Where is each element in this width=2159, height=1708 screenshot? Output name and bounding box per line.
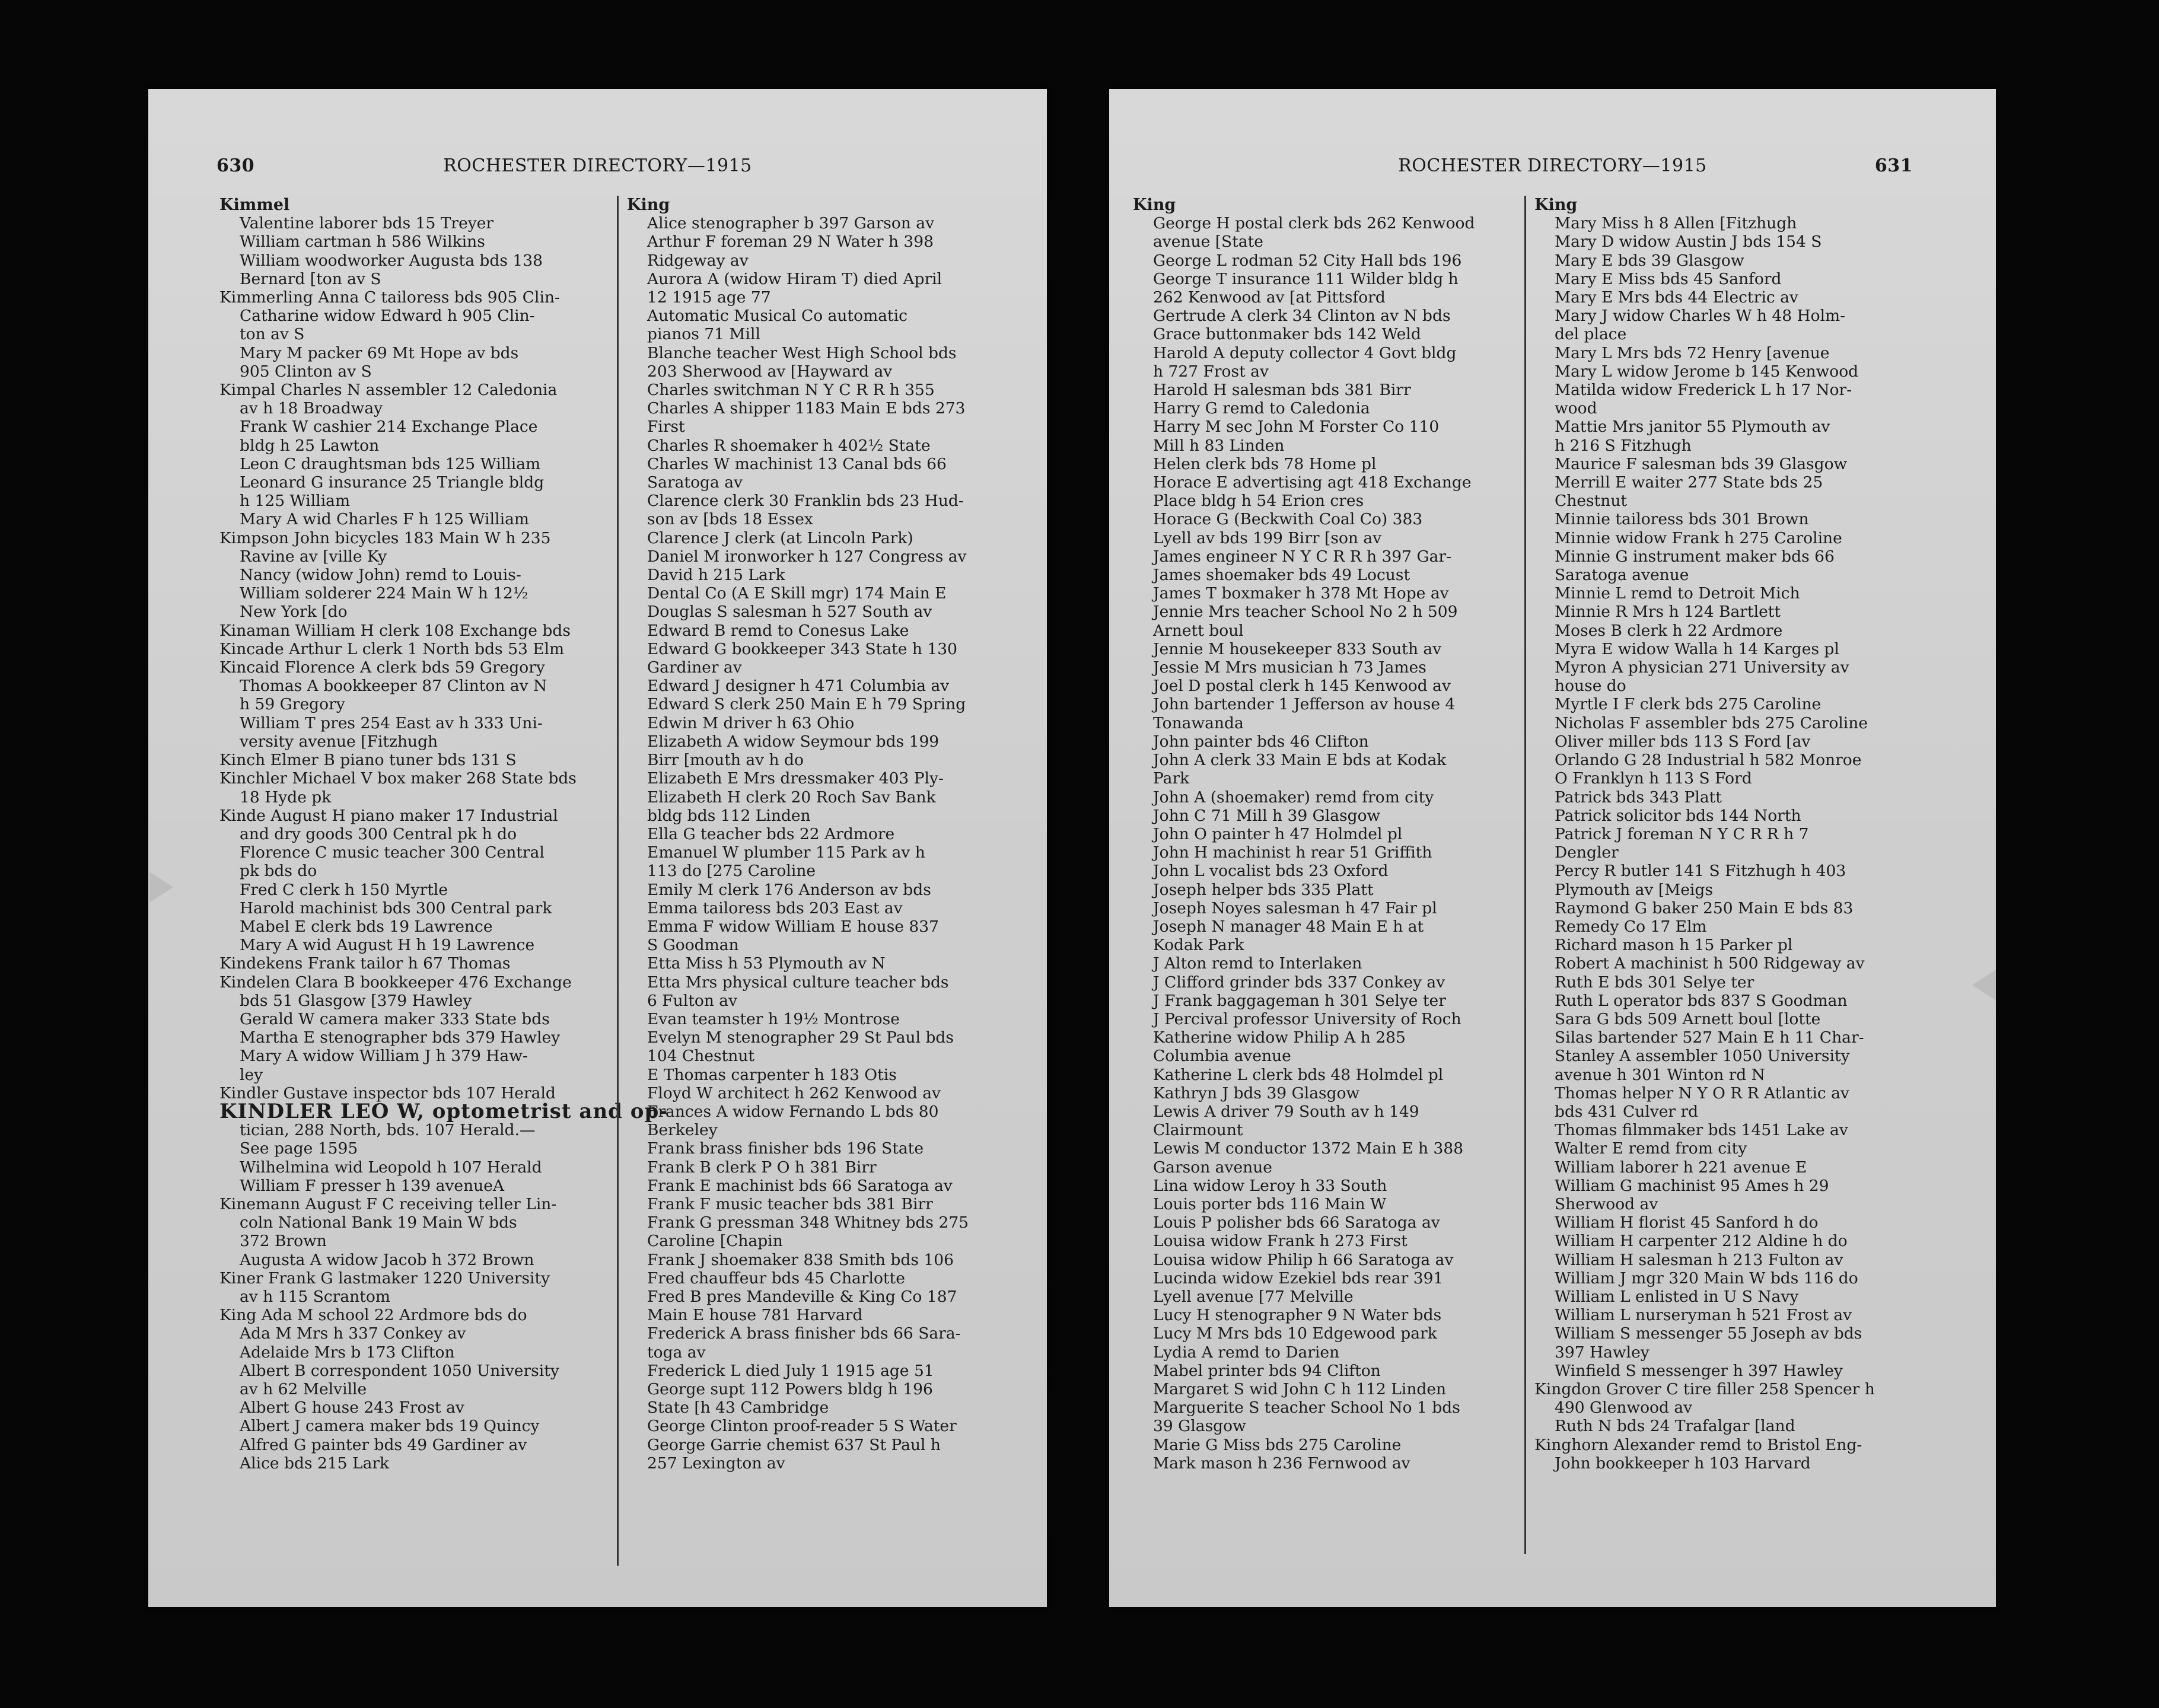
directory-line: Elizabeth E Mrs dressmaker 403 Ply- bbox=[647, 769, 944, 788]
directory-line: Thomas A bookkeeper 87 Clinton av N bbox=[240, 677, 547, 696]
directory-line: James T boxmaker h 378 Mt Hope av bbox=[1153, 584, 1449, 603]
directory-line: Winfield S messenger h 397 Hawley bbox=[1555, 1361, 1843, 1380]
directory-line: Mary Miss h 8 Allen [Fitzhugh bbox=[1555, 214, 1797, 233]
directory-line: John bookkeeper h 103 Harvard bbox=[1555, 1454, 1811, 1473]
directory-line: Adelaide Mrs b 173 Clifton bbox=[240, 1343, 455, 1362]
directory-line: Ruth N bds 24 Trafalgar [land bbox=[1555, 1417, 1795, 1436]
directory-line: Kinaman William H clerk 108 Exchange bds bbox=[219, 621, 571, 640]
directory-line: 6 Fulton av bbox=[647, 991, 738, 1010]
directory-line: Patrick bds 343 Platt bbox=[1555, 788, 1722, 807]
directory-line: Remedy Co 17 Elm bbox=[1555, 917, 1707, 936]
directory-line: av h 62 Melville bbox=[240, 1380, 367, 1398]
directory-line: Charles switchman N Y C R R h 355 bbox=[647, 381, 935, 400]
directory-line: Frank W cashier 214 Exchange Place bbox=[240, 418, 538, 436]
directory-line: William H florist 45 Sanford h do bbox=[1555, 1213, 1819, 1232]
directory-line: John C 71 Mill h 39 Glasgow bbox=[1153, 806, 1381, 825]
directory-line: Myron A physician 271 University av bbox=[1555, 658, 1849, 677]
directory-line: Arthur F foreman 29 N Water h 398 bbox=[647, 232, 934, 251]
directory-line: 262 Kenwood av [at Pittsford bbox=[1153, 288, 1386, 307]
directory-line: Harry M sec John M Forster Co 110 bbox=[1153, 418, 1440, 436]
directory-line: Birr [mouth av h do bbox=[647, 751, 804, 770]
directory-line: son av [bds 18 Essex bbox=[647, 510, 813, 529]
page-number: 630 bbox=[216, 155, 255, 176]
directory-line: wood bbox=[1555, 399, 1597, 418]
directory-line: Evan teamster h 19½ Montrose bbox=[647, 1009, 900, 1028]
directory-line: Kinghorn Alexander remd to Bristol Eng- bbox=[1534, 1435, 1862, 1454]
directory-line: Emily M clerk 176 Anderson av bds bbox=[647, 880, 931, 899]
directory-line: h 125 William bbox=[240, 492, 351, 511]
directory-line: Frank E machinist bds 66 Saratoga av bbox=[647, 1176, 953, 1195]
directory-line: toga av bbox=[647, 1343, 706, 1362]
directory-line: Alice stenographer b 397 Garson av bbox=[647, 214, 935, 233]
directory-line: Percy R butler 141 S Fitzhugh h 403 bbox=[1555, 862, 1846, 881]
directory-line: Dental Co (A E Skill mgr) 174 Main E bbox=[647, 584, 947, 603]
directory-line: Kindler Gustave inspector bds 107 Herald bbox=[219, 1084, 556, 1102]
directory-line: Ridgeway av bbox=[647, 251, 749, 270]
directory-line: Robert A machinist h 500 Ridgeway av bbox=[1555, 954, 1865, 973]
directory-line: Frank G pressman 348 Whitney bds 275 bbox=[647, 1213, 969, 1232]
directory-line: Harold machinist bds 300 Central park bbox=[240, 898, 552, 917]
directory-line: Jennie Mrs teacher School No 2 h 509 bbox=[1153, 603, 1458, 622]
directory-line: Catharine widow Edward h 905 Clin- bbox=[240, 307, 535, 326]
directory-line: Plymouth av [Meigs bbox=[1555, 880, 1713, 899]
directory-line: Nancy (widow John) remd to Louis- bbox=[240, 566, 521, 585]
directory-line: Fred B pres Mandeville & King Co 187 bbox=[647, 1287, 957, 1306]
directory-line: Kinemann August F C receiving teller Lin- bbox=[219, 1194, 557, 1213]
directory-line: versity avenue [Fitzhugh bbox=[240, 732, 438, 751]
directory-line: Gertrude A clerk 34 Clinton av N bds bbox=[1153, 307, 1451, 326]
directory-line: Silas bartender 527 Main E h 11 Char- bbox=[1555, 1028, 1864, 1047]
directory-line: 104 Chestnut bbox=[647, 1047, 755, 1066]
directory-line: Frederick L died July 1 1915 age 51 bbox=[647, 1361, 934, 1380]
directory-line: Mary E Miss bds 45 Sanford bbox=[1555, 269, 1782, 288]
directory-line: Myrtle I F clerk bds 275 Caroline bbox=[1555, 695, 1822, 714]
directory-line: avenue h 301 Winton rd N bbox=[1555, 1065, 1765, 1084]
directory-line: ley bbox=[240, 1065, 263, 1084]
directory-line: h 216 S Fitzhugh bbox=[1555, 436, 1692, 455]
directory-line: James shoemaker bds 49 Locust bbox=[1153, 566, 1410, 585]
directory-line: Harry G remd to Caledonia bbox=[1153, 399, 1370, 418]
directory-line: Thomas filmmaker bds 1451 Lake av bbox=[1555, 1121, 1848, 1140]
directory-line: Lucy H stenographer 9 N Water bds bbox=[1153, 1306, 1442, 1325]
directory-line: Minnie R Mrs h 124 Bartlett bbox=[1555, 603, 1781, 622]
directory-line: Ella G teacher bds 22 Ardmore bbox=[647, 824, 895, 843]
directory-line: 372 Brown bbox=[240, 1232, 327, 1251]
directory-line: J Alton remd to Interlaken bbox=[1153, 954, 1362, 973]
directory-line: av h 115 Scrantom bbox=[240, 1287, 390, 1306]
directory-line: coln National Bank 19 Main W bds bbox=[240, 1213, 517, 1232]
directory-line: Etta Miss h 53 Plymouth av N bbox=[647, 954, 886, 973]
page-number: 631 bbox=[1874, 155, 1913, 176]
directory-line: bds 431 Culver rd bbox=[1555, 1102, 1699, 1121]
directory-line: See page 1595 bbox=[240, 1139, 358, 1158]
directory-line: Myra E widow Walla h 14 Karges pl bbox=[1555, 639, 1839, 658]
directory-line: Kinch Elmer B piano tuner bds 131 S bbox=[219, 751, 517, 770]
directory-line: del place bbox=[1555, 325, 1627, 344]
directory-line: Etta Mrs physical culture teacher bds bbox=[647, 973, 949, 992]
directory-line: Alice bds 215 Lark bbox=[240, 1454, 390, 1473]
directory-line: Martha E stenographer bds 379 Hawley bbox=[240, 1028, 561, 1047]
directory-line: Bernard [ton av S bbox=[240, 269, 381, 288]
directory-line: John A clerk 33 Main E bds at Kodak bbox=[1153, 751, 1447, 770]
directory-line: George Garrie chemist 637 St Paul h bbox=[647, 1435, 941, 1454]
directory-line: John L vocalist bds 23 Oxford bbox=[1153, 862, 1389, 881]
directory-line: Nicholas F assembler bds 275 Caroline bbox=[1555, 713, 1868, 732]
directory-line: Tonawanda bbox=[1153, 713, 1244, 732]
directory-line: Joseph helper bds 335 Platt bbox=[1153, 880, 1374, 899]
directory-line: pk bds do bbox=[240, 862, 317, 881]
directory-line: Chestnut bbox=[1555, 492, 1628, 511]
directory-line: 203 Sherwood av [Hayward av bbox=[647, 362, 893, 381]
left-page bbox=[148, 89, 1047, 1607]
directory-line: Joseph Noyes salesman h 47 Fair pl bbox=[1153, 898, 1437, 917]
directory-line: William L nurseryman h 521 Frost av bbox=[1555, 1306, 1852, 1325]
directory-line: Kimpson John bicycles 183 Main W h 235 bbox=[219, 528, 551, 547]
directory-line: Kimpal Charles N assembler 12 Caledonia bbox=[219, 381, 558, 400]
directory-line: Maurice F salesman bds 39 Glasgow bbox=[1555, 454, 1848, 473]
directory-line: 18 Hyde pk bbox=[240, 788, 332, 807]
directory-line: Kindekens Frank tailor h 67 Thomas bbox=[219, 954, 511, 973]
directory-line: William solderer 224 Main W h 12½ bbox=[240, 584, 528, 603]
directory-line: Frank brass finisher bds 196 State bbox=[647, 1139, 924, 1158]
directory-line: Edward G bookkeeper 343 State h 130 bbox=[647, 639, 957, 658]
directory-line: Minnie L remd to Detroit Mich bbox=[1555, 584, 1800, 603]
directory-line: Automatic Musical Co automatic bbox=[647, 307, 907, 326]
directory-line: William cartman h 586 Wilkins bbox=[240, 232, 485, 251]
directory-line: avenue [State bbox=[1153, 232, 1263, 251]
directory-line: Edward S clerk 250 Main E h 79 Spring bbox=[647, 695, 966, 714]
directory-line: Park bbox=[1153, 769, 1190, 788]
directory-line: Horace E advertising agt 418 Exchange bbox=[1153, 473, 1472, 492]
directory-line: Clarence clerk 30 Franklin bds 23 Hud- bbox=[647, 492, 964, 511]
column-right-1 bbox=[1133, 196, 1501, 1473]
section-heading: King bbox=[1534, 196, 1578, 214]
directory-line: Albert B correspondent 1050 University bbox=[240, 1361, 559, 1380]
directory-line: John O painter h 47 Holmdel pl bbox=[1153, 824, 1403, 843]
directory-line: Leon C draughtsman bds 125 William bbox=[240, 454, 541, 473]
directory-line: J Frank baggageman h 301 Selye ter bbox=[1153, 991, 1446, 1010]
directory-line: Ruth E bds 301 Selye ter bbox=[1555, 973, 1754, 992]
directory-line: Kathryn J bds 39 Glasgow bbox=[1153, 1084, 1360, 1102]
page-tab-marker bbox=[149, 872, 173, 903]
directory-line: Evelyn M stenographer 29 St Paul bds bbox=[647, 1028, 954, 1047]
directory-line: First bbox=[647, 418, 685, 436]
directory-line: Harold H salesman bds 381 Birr bbox=[1153, 381, 1411, 400]
directory-line: George H postal clerk bds 262 Kenwood bbox=[1153, 214, 1475, 233]
directory-line: Lina widow Leroy h 33 South bbox=[1153, 1176, 1387, 1195]
directory-line: Daniel M ironworker h 127 Congress av bbox=[647, 547, 967, 566]
directory-line: William H salesman h 213 Fulton av bbox=[1555, 1250, 1843, 1269]
directory-line: Alfred G painter bds 49 Gardiner av bbox=[240, 1435, 527, 1454]
directory-line: Florence C music teacher 300 Central bbox=[240, 843, 544, 862]
directory-line: Berkeley bbox=[647, 1121, 718, 1140]
directory-line: William S messenger 55 Joseph av bds bbox=[1555, 1324, 1862, 1343]
directory-line: Raymond G baker 250 Main E bds 83 bbox=[1555, 898, 1854, 917]
directory-line: William G machinist 95 Ames h 29 bbox=[1555, 1176, 1829, 1195]
directory-line: Lucinda widow Ezekiel bds rear 391 bbox=[1153, 1269, 1444, 1288]
directory-line: bds 51 Glasgow [379 Hawley bbox=[240, 991, 472, 1010]
directory-line: Mary D widow Austin J bds 154 S bbox=[1555, 232, 1822, 251]
directory-line: Louisa widow Philip h 66 Saratoga av bbox=[1153, 1250, 1454, 1269]
directory-line: Grace buttonmaker bds 142 Weld bbox=[1153, 325, 1421, 344]
directory-line: Valentine laborer bds 15 Treyer bbox=[240, 214, 494, 233]
directory-line: house do bbox=[1555, 677, 1626, 696]
directory-line: Emanuel W plumber 115 Park av h bbox=[647, 843, 925, 862]
directory-line: KINDLER LEO W, optometrist and op- bbox=[219, 1099, 668, 1123]
directory-line: John A (shoemaker) remd from city bbox=[1153, 788, 1434, 807]
directory-line: Margaret S wid John C h 112 Linden bbox=[1153, 1380, 1447, 1398]
directory-line: pianos 71 Mill bbox=[647, 325, 760, 344]
directory-line: Walter E remd from city bbox=[1555, 1139, 1747, 1158]
directory-line: New York [do bbox=[240, 603, 348, 622]
directory-line: Stanley A assembler 1050 University bbox=[1555, 1047, 1850, 1066]
directory-line: Garson avenue bbox=[1153, 1158, 1272, 1177]
directory-line: George T insurance 111 Wilder bldg h bbox=[1153, 269, 1459, 288]
directory-line: Louisa widow Frank h 273 First bbox=[1153, 1232, 1408, 1251]
directory-line: James engineer N Y C R R h 397 Gar- bbox=[1153, 547, 1452, 566]
section-heading: Kimmel bbox=[219, 196, 290, 214]
directory-line: Mark mason h 236 Fernwood av bbox=[1153, 1454, 1410, 1473]
directory-line: 490 Glenwood av bbox=[1555, 1398, 1693, 1417]
directory-line: Marguerite S teacher School No 1 bds bbox=[1153, 1398, 1460, 1417]
directory-line: William T pres 254 East av h 333 Uni- bbox=[240, 713, 543, 732]
page-title: ROCHESTER DIRECTORY—1915 bbox=[1398, 155, 1707, 176]
directory-line: State [h 43 Cambridge bbox=[647, 1398, 829, 1417]
directory-line: Elizabeth A widow Seymour bds 199 bbox=[647, 732, 940, 751]
directory-line: Kinde August H piano maker 17 Industrial bbox=[219, 806, 558, 825]
directory-line: Emma tailoress bds 203 East av bbox=[647, 898, 903, 917]
directory-line: Charles A shipper 1183 Main E bds 273 bbox=[647, 399, 966, 418]
directory-line: Frank F music teacher bds 381 Birr bbox=[647, 1194, 933, 1213]
directory-line: Helen clerk bds 78 Home pl bbox=[1153, 454, 1377, 473]
directory-line: Mary A wid August H h 19 Lawrence bbox=[240, 936, 535, 955]
directory-line: Caroline [Chapin bbox=[647, 1232, 783, 1251]
directory-line: Place bldg h 54 Erion cres bbox=[1153, 492, 1364, 511]
directory-line: Katherine L clerk bds 48 Holmdel pl bbox=[1153, 1065, 1444, 1084]
directory-line: Kincaid Florence A clerk bds 59 Gregory bbox=[219, 658, 545, 677]
directory-line: 12 1915 age 77 bbox=[647, 288, 771, 307]
directory-line: Matilda widow Frederick L h 17 Nor- bbox=[1555, 381, 1852, 400]
directory-line: Ravine av [ville Ky bbox=[240, 547, 387, 566]
directory-line: King Ada M school 22 Ardmore bds do bbox=[219, 1306, 527, 1325]
directory-line: Mary A widow William J h 379 Haw- bbox=[240, 1047, 528, 1066]
directory-line: William laborer h 221 avenue E bbox=[1555, 1158, 1807, 1177]
directory-line: 113 do [275 Caroline bbox=[647, 862, 816, 881]
directory-line: Lewis A driver 79 South av h 149 bbox=[1153, 1102, 1419, 1121]
directory-line: Mary M packer 69 Mt Hope av bds bbox=[240, 343, 519, 362]
directory-line: Mattie Mrs janitor 55 Plymouth av bbox=[1555, 418, 1830, 436]
directory-line: h 59 Gregory bbox=[240, 695, 345, 714]
directory-line: J Clifford grinder bds 337 Conkey av bbox=[1153, 973, 1445, 992]
directory-line: Harold A deputy collector 4 Govt bldg bbox=[1153, 343, 1457, 362]
directory-line: George supt 112 Powers bldg h 196 bbox=[647, 1380, 933, 1398]
directory-line: Saratoga avenue bbox=[1555, 566, 1689, 585]
directory-line: Joel D postal clerk h 145 Kenwood av bbox=[1153, 677, 1451, 696]
directory-line: Frederick A brass finisher bds 66 Sara- bbox=[647, 1324, 961, 1343]
directory-line: Orlando G 28 Industrial h 582 Monroe bbox=[1555, 751, 1862, 770]
directory-line: E Thomas carpenter h 183 Otis bbox=[647, 1065, 897, 1084]
column-right-2 bbox=[1524, 196, 1914, 1554]
directory-line: George L rodman 52 City Hall bds 196 bbox=[1153, 251, 1462, 270]
directory-line: Clairmount bbox=[1153, 1121, 1243, 1140]
directory-line: Albert G house 243 Frost av bbox=[240, 1398, 464, 1417]
directory-line: Ruth L operator bds 837 S Goodman bbox=[1555, 991, 1848, 1010]
directory-line: Lucy M Mrs bds 10 Edgewood park bbox=[1153, 1324, 1437, 1343]
directory-line: Jennie M housekeeper 833 South av bbox=[1153, 639, 1442, 658]
directory-line: Edward J designer h 471 Columbia av bbox=[647, 677, 950, 696]
directory-line: Kingdon Grover C tire filler 258 Spencer h bbox=[1534, 1380, 1875, 1398]
directory-line: Edwin M driver h 63 Ohio bbox=[647, 713, 855, 732]
directory-line: Arnett boul bbox=[1153, 621, 1244, 640]
directory-line: Lewis M conductor 1372 Main E h 388 bbox=[1153, 1139, 1464, 1158]
page-header bbox=[1109, 155, 1996, 179]
directory-line: Jessie M Mrs musician h 73 James bbox=[1153, 658, 1426, 677]
directory-line: Wilhelmina wid Leopold h 107 Herald bbox=[240, 1158, 542, 1177]
directory-line: Mary J widow Charles W h 48 Holm- bbox=[1555, 307, 1846, 326]
directory-line: William woodworker Augusta bds 138 bbox=[240, 251, 543, 270]
directory-line: Frances A widow Fernando L bds 80 bbox=[647, 1102, 939, 1121]
directory-line: William H carpenter 212 Aldine h do bbox=[1555, 1232, 1848, 1251]
directory-line: Floyd W architect h 262 Kenwood av bbox=[647, 1084, 941, 1102]
directory-line: John bartender 1 Jefferson av house 4 bbox=[1153, 695, 1456, 714]
directory-line: Gardiner av bbox=[647, 658, 742, 677]
directory-line: Dengler bbox=[1555, 843, 1619, 862]
directory-line: Mill h 83 Linden bbox=[1153, 436, 1285, 455]
directory-line: Moses B clerk h 22 Ardmore bbox=[1555, 621, 1783, 640]
section-heading: King bbox=[1133, 196, 1176, 214]
directory-line: Mary A wid Charles F h 125 William bbox=[240, 510, 529, 529]
directory-line: Augusta A widow Jacob h 372 Brown bbox=[240, 1250, 534, 1269]
directory-line: Minnie G instrument maker bds 66 bbox=[1555, 547, 1835, 566]
directory-line: Mary L widow Jerome b 145 Kenwood bbox=[1555, 362, 1859, 381]
directory-line: Mary E bds 39 Glasgow bbox=[1555, 251, 1744, 270]
directory-line: bldg h 25 Lawton bbox=[240, 436, 380, 455]
directory-line: William J mgr 320 Main W bds 116 do bbox=[1555, 1269, 1858, 1288]
directory-line: Horace G (Beckwith Coal Co) 383 bbox=[1153, 510, 1423, 529]
directory-line: Blanche teacher West High School bds bbox=[647, 343, 957, 362]
directory-line: Louis porter bds 116 Main W bbox=[1153, 1194, 1387, 1213]
directory-line: Merrill E waiter 277 State bds 25 bbox=[1555, 473, 1823, 492]
directory-line: and dry goods 300 Central pk h do bbox=[240, 824, 517, 843]
directory-line: Columbia avenue bbox=[1153, 1047, 1291, 1066]
directory-line: Charles R shoemaker h 402½ State bbox=[647, 436, 931, 455]
directory-line: av h 18 Broadway bbox=[240, 399, 383, 418]
directory-line: William F presser h 139 avenueA bbox=[240, 1176, 505, 1195]
page-header bbox=[148, 155, 1047, 179]
directory-line: Emma F widow William E house 837 bbox=[647, 917, 939, 936]
directory-line: Kimmerling Anna C tailoress bds 905 Clin- bbox=[219, 288, 561, 307]
right-page bbox=[1109, 89, 1996, 1607]
directory-line: O Franklyn h 113 S Ford bbox=[1555, 769, 1752, 788]
directory-line: bldg bds 112 Linden bbox=[647, 806, 811, 825]
directory-line: 397 Hawley bbox=[1555, 1343, 1649, 1362]
page-tab-marker bbox=[1972, 970, 1996, 1000]
directory-line: Fred chauffeur bds 45 Charlotte bbox=[647, 1269, 905, 1288]
directory-line: Frank J shoemaker 838 Smith bds 106 bbox=[647, 1250, 954, 1269]
directory-line: Kincade Arthur L clerk 1 North bds 53 Elm bbox=[219, 639, 565, 658]
directory-line: 257 Lexington av bbox=[647, 1454, 785, 1473]
directory-line: Mabel printer bds 94 Clifton bbox=[1153, 1361, 1381, 1380]
column-left-2 bbox=[617, 196, 1007, 1566]
directory-line: Patrick solicitor bds 144 North bbox=[1555, 806, 1801, 825]
directory-line: Mary E Mrs bds 44 Electric av bbox=[1555, 288, 1798, 307]
directory-line: Clarence J clerk (at Lincoln Park) bbox=[647, 528, 913, 547]
directory-line: S Goodman bbox=[647, 936, 739, 955]
directory-line: Marie G Miss bds 275 Caroline bbox=[1153, 1435, 1402, 1454]
directory-line: Saratoga av bbox=[647, 473, 743, 492]
directory-line: Leonard G insurance 25 Triangle bldg bbox=[240, 473, 544, 492]
directory-line: Kiner Frank G lastmaker 1220 University bbox=[219, 1269, 550, 1288]
directory-line: Sherwood av bbox=[1555, 1194, 1658, 1213]
directory-line: Edward B remd to Conesus Lake bbox=[647, 621, 909, 640]
directory-line: Mabel E clerk bds 19 Lawrence bbox=[240, 917, 493, 936]
directory-line: Charles W machinist 13 Canal bds 66 bbox=[647, 454, 947, 473]
directory-line: William L enlisted in U S Navy bbox=[1555, 1287, 1799, 1306]
directory-line: Oliver miller bds 113 S Ford [av bbox=[1555, 732, 1811, 751]
directory-line: Kindelen Clara B bookkeeper 476 Exchange bbox=[219, 973, 572, 992]
directory-line: Mary L Mrs bds 72 Henry [avenue bbox=[1555, 343, 1830, 362]
directory-line: Ada M Mrs h 337 Conkey av bbox=[240, 1324, 466, 1343]
directory-line: Lydia A remd to Darien bbox=[1153, 1343, 1340, 1362]
directory-line: Sara G bds 509 Arnett boul [lotte bbox=[1555, 1009, 1821, 1028]
directory-line: tician, 288 North, bds. 107 Herald.— bbox=[240, 1121, 536, 1140]
directory-line: Lyell av bds 199 Birr [son av bbox=[1153, 528, 1382, 547]
directory-line: Frank B clerk P O h 381 Birr bbox=[647, 1158, 877, 1177]
directory-line: John H machinist h rear 51 Griffith bbox=[1153, 843, 1432, 862]
directory-line: Fred C clerk h 150 Myrtle bbox=[240, 880, 448, 899]
directory-line: Kodak Park bbox=[1153, 936, 1244, 955]
directory-line: Kinchler Michael V box maker 268 State bds bbox=[219, 769, 577, 788]
directory-line: George Clinton proof-reader 5 S Water bbox=[647, 1417, 957, 1436]
directory-line: Minnie widow Frank h 275 Caroline bbox=[1555, 528, 1842, 547]
directory-line: David h 215 Lark bbox=[647, 566, 785, 585]
directory-line: J Percival professor University of Roch bbox=[1153, 1009, 1461, 1028]
directory-line: Patrick J foreman N Y C R R h 7 bbox=[1555, 824, 1809, 843]
directory-line: Lyell avenue [77 Melville bbox=[1153, 1287, 1354, 1306]
directory-line: ton av S bbox=[240, 325, 305, 344]
directory-line: Gerald W camera maker 333 State bds bbox=[240, 1009, 550, 1028]
directory-line: Minnie tailoress bds 301 Brown bbox=[1555, 510, 1809, 529]
directory-line: Elizabeth H clerk 20 Roch Sav Bank bbox=[647, 788, 936, 807]
directory-line: Katherine widow Philip A h 285 bbox=[1153, 1028, 1406, 1047]
directory-line: Albert J camera maker bds 19 Quincy bbox=[240, 1417, 540, 1436]
directory-line: John painter bds 46 Clifton bbox=[1153, 732, 1369, 751]
directory-line: h 727 Frost av bbox=[1153, 362, 1269, 381]
directory-line: Richard mason h 15 Parker pl bbox=[1555, 936, 1793, 955]
directory-line: Douglas S salesman h 527 South av bbox=[647, 603, 932, 622]
directory-line: 905 Clinton av S bbox=[240, 362, 372, 381]
section-heading: King bbox=[627, 196, 670, 214]
directory-line: Main E house 781 Harvard bbox=[647, 1306, 863, 1325]
directory-line: Joseph N manager 48 Main E h at bbox=[1153, 917, 1424, 936]
directory-line: Thomas helper N Y O R R Atlantic av bbox=[1555, 1084, 1849, 1102]
directory-line: 39 Glasgow bbox=[1153, 1417, 1246, 1436]
directory-line: Aurora A (widow Hiram T) died April bbox=[647, 269, 942, 288]
page-title: ROCHESTER DIRECTORY—1915 bbox=[443, 155, 752, 176]
directory-line: Louis P polisher bds 66 Saratoga av bbox=[1153, 1213, 1440, 1232]
